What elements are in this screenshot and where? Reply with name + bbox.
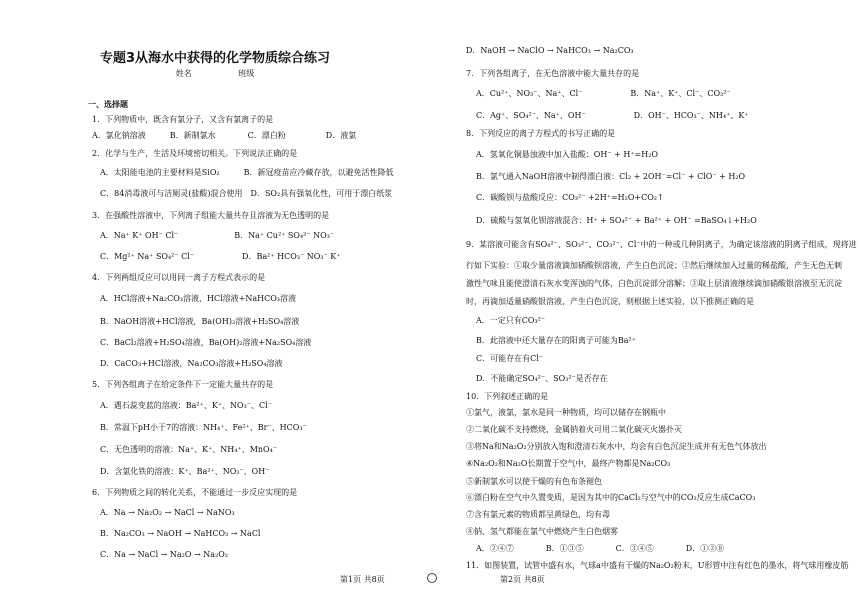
right-line: 时，再滴加适量硝酸银溶液，产生白色沉淀，则根据上述实验，以下推测正确的是 (466, 297, 754, 306)
right-line: A．②④⑦ B．①③⑤ C．③④⑤ D．①②⑧ (476, 544, 725, 553)
right-line: 11．如图装置，试管中盛有水，气球a中盛有干燥的Na₂O₂粉末，U形管中注有红色的墨水，将气球用橡皮筋 (466, 561, 849, 570)
left-line: C．无色透明的溶液：Na⁺、K⁺、NH₄⁺、MnO₄⁻ (100, 445, 278, 454)
right-line: ⑦含有氯元素的物质都呈黄绿色，均有毒 (466, 510, 610, 519)
left-line: C．Mg²⁺ Na⁺ SO₄²⁻ Cl⁻ D．Ba²⁺ HCO₃⁻ NO₃⁻ K⁺ (100, 252, 341, 261)
left-line: A．太阳能电池的主要材料是SiO₂ B．新冠疫苗应冷藏存放，以避免活性降低 (100, 168, 394, 177)
right-line: C．Ag⁺、SO₄²⁻、Na⁺、OH⁻ D．OH⁻、HCO₃⁻、NH₄⁺、K⁺ (476, 111, 749, 120)
right-line: ③将Na和Na₂O₂分别放入饱和澄清石灰水中，均会有白色沉淀生成并有无色气体放出 (466, 442, 767, 451)
left-line: A．遇石蕊变蓝的溶液：Ba²⁺、K⁺、NO₃⁻、Cl⁻ (100, 401, 272, 410)
right-line: 激性气味且能使澄清石灰水变浑浊的气体，白色沉淀部分溶解；③取上层清液继续滴加硝酸银溶液至无沉淀 (466, 279, 842, 288)
left-line: 2．化学与生产，生活及环境密切相关。下列说法正确的是 (92, 149, 298, 158)
right-line: D．NaOH → NaClO → NaHCO₃ → Na₂CO₃ (466, 46, 634, 55)
right-line: ①氯气，液氯，氯水是同一种物质，均可以储存在钢瓶中 (466, 408, 666, 417)
right-line: 10．下列叙述正确的是 (466, 392, 549, 401)
left-line: 3．在强酸性溶液中，下列离子组能大量共存且溶液为无色透明的是 (92, 211, 330, 220)
right-line: C．可能存在有Cl⁻ (476, 354, 544, 363)
right-line: C．碳酸钡与盐酸反应：CO₃²⁻ +2H⁺=H₂O+CO₂↑ (476, 193, 664, 202)
page-right (430, 0, 860, 608)
left-line: B．Na₂CO₃ → NaOH → NaHCO₃ → NaCl (100, 529, 261, 538)
page-title: 专题3从海水中获得的化学物质综合练习 (99, 51, 331, 66)
left-line: C．84消毒液可与洁厕灵(盐酸)混合使用 D．SO₂具有强氧化性，可用于漂白纸浆 (100, 189, 393, 198)
right-line: ⑥漂白粉在空气中久置变质，是因为其中的CaCl₂与空气中的CO₂反应生成CaCO₃ (466, 493, 756, 502)
right-line: ②二氧化碳不支持燃烧，金属钠着火可用二氧化碳灭火器扑灭 (466, 425, 682, 434)
student-info-line (0, 68, 430, 79)
name-label: 姓名 (175, 69, 192, 78)
left-line: A．Na⁺ K⁺ OH⁻ Cl⁻ B．Na⁺ Cu²⁺ SO₄²⁻ NO₃⁻ (100, 231, 335, 240)
left-line: A．氯化钠溶液 B．新制氯水 C．漂白粉 D．液氯 (92, 131, 357, 140)
right-line: ⑤新制氯水可以使干燥的有色布条褪色 (466, 477, 602, 486)
page-number-left: 第1页 共8页 (340, 575, 385, 584)
right-line: D．不能确定SO₄²⁻、SO₃²⁻是否存在 (476, 374, 608, 383)
left-line: D．CaCO₃+HCl溶液，Na₂CO₃溶液+H₂SO₄溶液 (100, 359, 283, 368)
left-line: 1．下列物质中，既含有氯分子，又含有氯离子的是 (92, 115, 274, 124)
left-line: 5．下列各组离子在给定条件下一定能大量共存的是 (92, 380, 274, 389)
left-line: A．HCl溶液+Na₂CO₃溶液，HCl溶液+NaHCO₃溶液 (100, 294, 296, 303)
left-line: C．BaCl₂溶液+H₂SO₄溶液，Ba(OH)₂溶液+Na₂SO₄溶液 (100, 338, 312, 347)
right-line: ⑧钠、氢气都能在氯气中燃烧产生白色烟雾 (466, 527, 618, 536)
left-line: C．Na → NaCl → Na₂O → Na₂O₂ (100, 550, 228, 559)
left-line: B．NaOH溶液+HCl溶液，Ba(OH)₂溶液+H₂SO₄溶液 (100, 317, 300, 326)
left-line: 一、选择题 (88, 99, 128, 109)
right-line: B．氯气通入NaOH溶液中制得漂白液：Cl₂ + 2OH⁻=Cl⁻ + ClO⁻ + H₂O (476, 172, 746, 181)
left-line: A．Na → Na₂O₂ → NaCl → NaNO₃ (100, 508, 235, 517)
right-line: A．氢氧化铜悬浊液中加入盐酸：OH⁻ + H⁺=H₂O (476, 150, 658, 159)
right-line: A．Cu²⁺、NO₃⁻、Na⁺、Cl⁻ B．Na⁺、K⁺、Cl⁻、CO₃²⁻ (476, 89, 731, 98)
left-line: B．常温下pH小于7的溶液：NH₄⁺、Fe²⁺、Br⁻、HCO₃⁻ (100, 423, 307, 432)
right-line: 9．某溶液可能含有SO₄²⁻、SO₃²⁻、CO₃²⁻、Cl⁻中的一种或几种阴离子，为确定该溶液的阴离子组成，现将进 (466, 240, 857, 249)
right-line: A．一定只有CO₃²⁻ (476, 316, 546, 325)
page-number-right: 第2页 共8页 (500, 575, 545, 584)
right-line: 7．下列各组离子，在无色溶液中能大量共存的是 (466, 69, 640, 78)
left-line: 6．下列物质之间的转化关系，不能通过一步反应实现的是 (92, 488, 298, 497)
right-line: ④Na₂O₂和Na₂O长期置于空气中，最终产物都是Na₂CO₃ (466, 459, 671, 468)
right-line: B．此溶液中还大量存在的阳离子可能为Ba²⁺ (476, 336, 636, 345)
left-line: D．含氯化铁的溶液：K⁺、Ba²⁺、NO₃⁻、OH⁻ (100, 467, 270, 476)
right-line: 行如下实验：①取少量溶液滴加硝酸钡溶液，产生白色沉淀；②然后继续加入过量的稀盐酸，产生无色无刺 (466, 261, 842, 270)
left-line: 4．下列两组反应可以用同一离子方程式表示的是 (92, 273, 266, 282)
class-label: 班级 (238, 69, 255, 78)
right-line: 8．下列反应的离子方程式的书写正确的是 (466, 129, 616, 138)
right-line: D．硫酸与氢氧化钡溶液混合：H⁺ + SO₄²⁻ + Ba²⁺ + OH⁻ =BaSO₄↓+H₂O (476, 216, 757, 225)
